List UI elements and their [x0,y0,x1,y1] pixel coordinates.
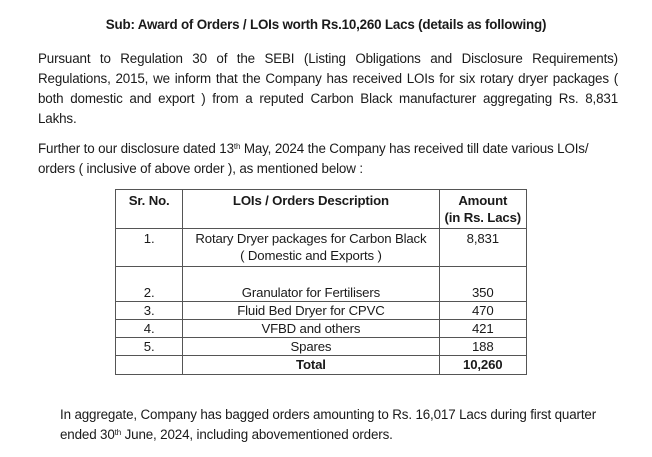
cell-sr: 1. [116,229,183,267]
paragraph-text: In aggregate, Company has bagged orders amounting to Rs. 16,017 Lacs during first quarter [60,407,597,422]
table-row [116,338,527,356]
table-row [116,302,527,320]
cell-sr: 5. [116,338,183,356]
cell-sr: 4. [116,320,183,338]
subject-heading: Sub: Award of Orders / LOIs worth Rs.10,260 Lacs (details as following) [105,17,547,32]
cell-description: VFBD and others [183,320,439,338]
cell-amount: 421 [439,320,526,338]
ordinal-suffix: th [114,428,122,437]
cell-description: Fluid Bed Dryer for CPVC [183,302,439,320]
table-header-row [116,190,527,229]
cell-description [183,229,439,267]
table-row [116,229,527,267]
paragraph-line: Lakhs. [38,111,77,126]
paragraph-text: June, 2024, including abovementioned orders. [121,427,393,442]
paragraph-text: Further to our disclosure dated 13 [38,141,234,156]
orders-table [115,189,527,375]
paragraph-regulation-disclosure [38,49,618,129]
cell-amount: 188 [439,338,526,356]
description-line1: Rotary Dryer packages for Carbon Black [195,231,427,246]
paragraph-line: Pursuant to Regulation 30 of the SEBI (Listing Obligations and Disclosure Requirements) [38,51,618,66]
table-total-row [116,356,527,375]
header-sr-no: Sr. No. [116,190,183,229]
paragraph-text: orders ( inclusive of above order ), as mentioned below : [38,161,363,176]
paragraph-aggregate [60,405,640,445]
cell-sr: 2. [116,267,183,302]
ordinal-suffix: th [233,142,241,151]
cell-amount: 350 [439,267,526,302]
total-amount: 10,260 [439,356,526,375]
cell-sr: 3. [116,302,183,320]
cell-amount: 8,831 [439,229,526,267]
cell-description: Spares [183,338,439,356]
cell-sr-empty [116,356,183,375]
header-amount-line1: Amount [458,193,508,208]
header-amount-line2: (in Rs. Lacs) [444,210,521,225]
header-description: LOIs / Orders Description [183,190,439,229]
table-row [116,267,527,302]
cell-description: Granulator for Fertilisers [183,267,439,302]
paragraph-line: Regulations, 2015, we inform that the Company has received LOIs for six rotary dryer packages ( [38,71,618,86]
description-line2: ( Domestic and Exports ) [240,248,382,263]
table-row [116,320,527,338]
paragraph-further-disclosure [38,139,623,179]
paragraph-text: ended 30 [60,427,115,442]
paragraph-line: both domestic and export ) from a reputed Carbon Black manufacturer aggregating Rs. 8,831 [38,91,618,106]
cell-amount: 470 [439,302,526,320]
paragraph-text: May, 2024 the Company has received till date various LOIs/ [240,141,589,156]
total-label: Total [183,356,439,375]
header-amount [439,190,526,229]
